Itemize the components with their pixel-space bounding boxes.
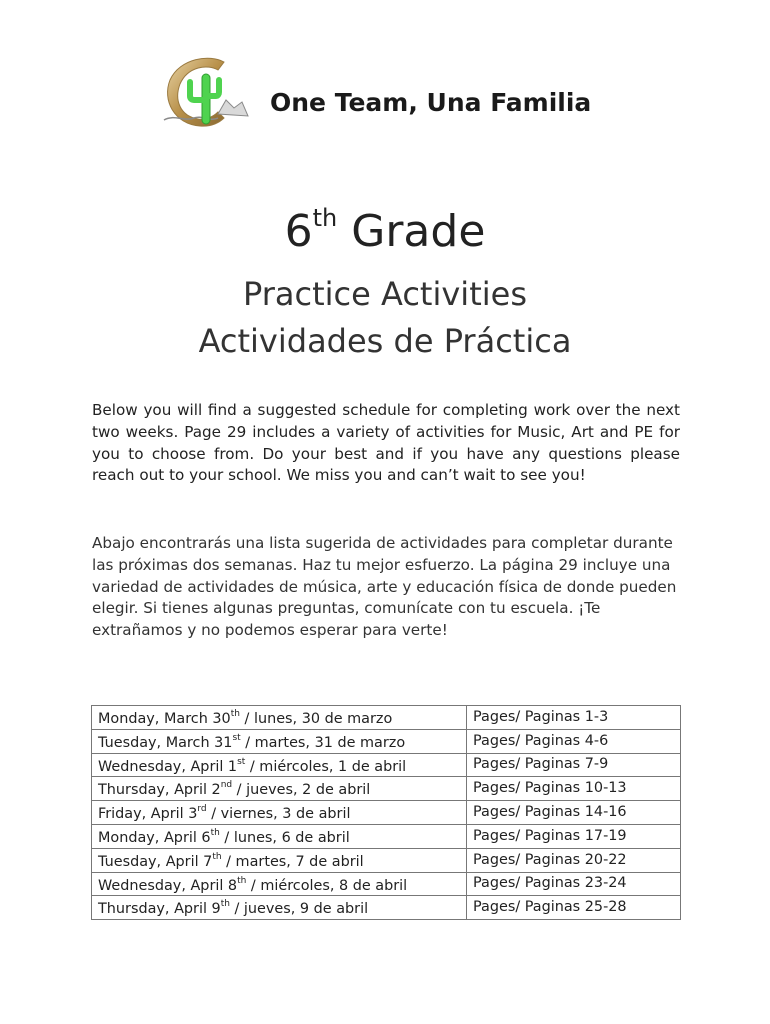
schedule-day: Thursday, April 9th / jueves, 9 de abril (92, 896, 467, 920)
schedule-pages: Pages/ Paginas 17-19 (467, 824, 681, 848)
schedule-pages: Pages/ Paginas 23-24 (467, 872, 681, 896)
grade-number: 6 (284, 206, 313, 257)
schedule-pages: Pages/ Paginas 1-3 (467, 706, 681, 730)
subtitle-english: Practice Activities (243, 275, 527, 313)
schedule-pages: Pages/ Paginas 7-9 (467, 753, 681, 777)
schedule-day: Friday, April 3rd / viernes, 3 de abril (92, 801, 467, 825)
schedule-table (91, 705, 681, 920)
table-row (92, 896, 681, 920)
table-row (92, 801, 681, 825)
schedule-pages: Pages/ Paginas 25-28 (467, 896, 681, 920)
table-row (92, 872, 681, 896)
school-motto: One Team, Una Familia (270, 88, 592, 117)
schedule-day: Monday, April 6th / lunes, 6 de abril (92, 824, 467, 848)
table-row (92, 729, 681, 753)
grade-word: Grade (351, 206, 486, 257)
table-row (92, 824, 681, 848)
schedule-pages: Pages/ Paginas 14-16 (467, 801, 681, 825)
schedule-day: Wednesday, April 1st / miércoles, 1 de abril (92, 753, 467, 777)
intro-english: Below you will find a suggested schedule for completing work over the next two weeks. Page 29 includes a variety of activities for Music, Art and PE for you to choose from. Do your best and if you have any questions please reach out to your school. We miss you and can’t wait to see you! (92, 401, 680, 485)
schedule-day: Thursday, April 2nd / jueves, 2 de abril (92, 777, 467, 801)
table-row (92, 753, 681, 777)
table-row (92, 848, 681, 872)
cactus-c-logo-icon (160, 52, 250, 132)
schedule-pages: Pages/ Paginas 20-22 (467, 848, 681, 872)
table-row (92, 777, 681, 801)
grade-ordinal: th (312, 204, 338, 233)
table-row (92, 706, 681, 730)
schedule-pages: Pages/ Paginas 4-6 (467, 729, 681, 753)
schedule-day: Monday, March 30th / lunes, 30 de marzo (92, 706, 467, 730)
schedule-day: Tuesday, April 7th / martes, 7 de abril (92, 848, 467, 872)
schedule-day: Wednesday, April 8th / miércoles, 8 de abril (92, 872, 467, 896)
schedule-day: Tuesday, March 31st / martes, 31 de marzo (92, 729, 467, 753)
header (160, 52, 620, 132)
intro-spanish: Abajo encontrarás una lista sugerida de actividades para completar durante las próximas dos semanas. Haz tu mejor esfuerzo. La página 29 incluye una variedad de actividades de música, arte y educación física de donde pueden elegir. Si tienes algunas preguntas, comunícate con tu escuela. ¡Te extrañamos y no podemos esperar para verte! (92, 534, 677, 640)
schedule-pages: Pages/ Paginas 10-13 (467, 777, 681, 801)
page-title (0, 206, 770, 257)
subtitle-spanish: Actividades de Práctica (198, 322, 572, 360)
